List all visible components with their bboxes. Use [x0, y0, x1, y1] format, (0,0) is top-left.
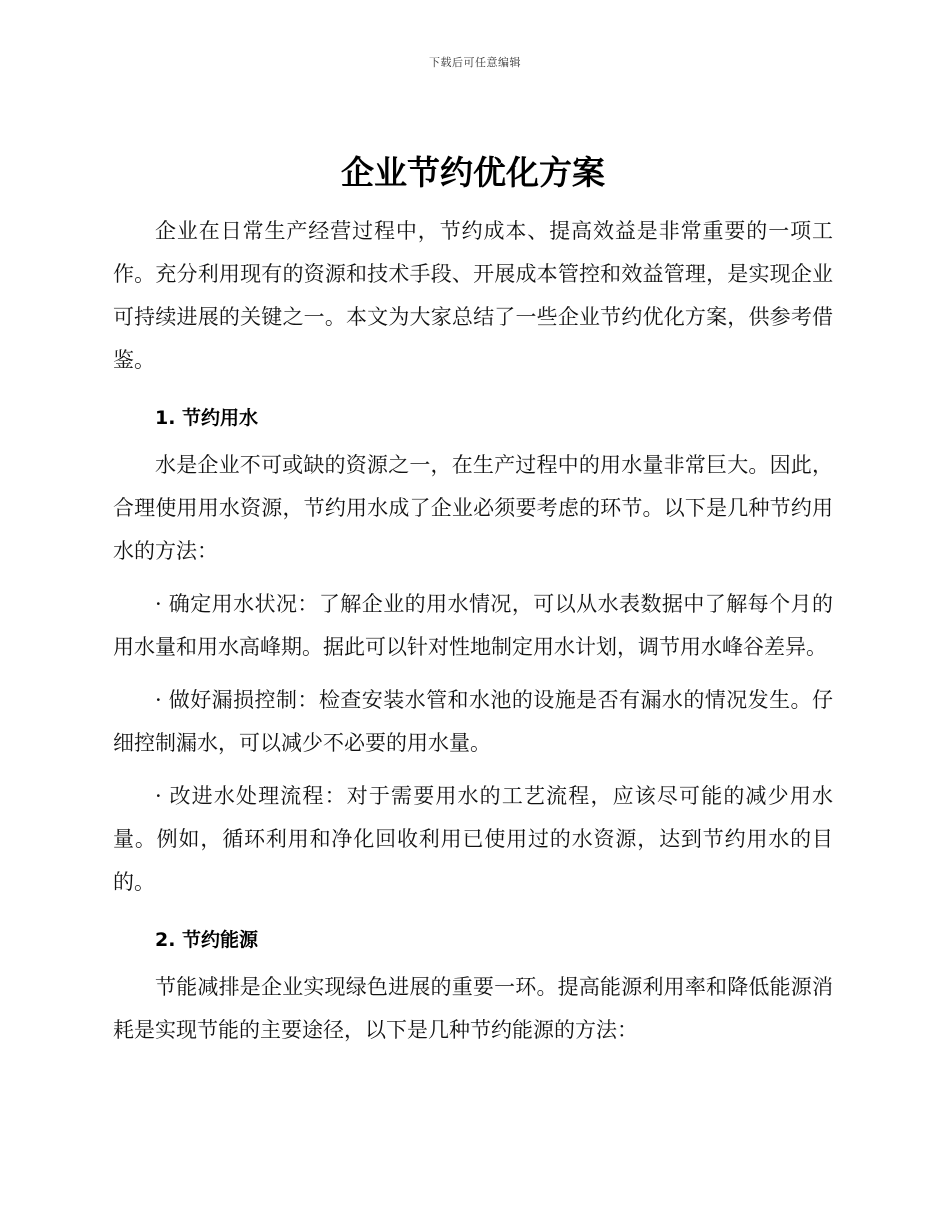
document-title: 企业节约优化方案 — [341, 153, 605, 192]
document-body — [113, 150, 833, 1052]
header-note: 下载后可任意编辑 — [429, 56, 521, 69]
section-heading-water: 1. 节约用水 — [155, 407, 259, 429]
energy-paragraph-intro: 节能减排是企业实现绿色进展的重要一环。提高能源利用率和降低能源消耗是实现节能的主要途径，以下是几种节约能源的方法： — [113, 975, 833, 1042]
intro-paragraph: 企业在日常生产经营过程中，节约成本、提高效益是非常重要的一项工作。充分利用现有的资源和技术手段、开展成本管控和效益管理，是实现企业可持续进展的关键之一。本文为大家总结了一些企业节约优化方案，供参考借鉴。 — [113, 219, 833, 372]
water-bullet-usage: · 确定用水状况：了解企业的用水情况，可以从水表数据中了解每个月的用水量和用水高峰期。据此可以针对性地制定用水计划，调节用水峰谷差异。 — [113, 592, 833, 659]
water-bullet-leak: · 做好漏损控制：检查安装水管和水池的设施是否有漏水的情况发生。仔细控制漏水，可以减少不必要的用水量。 — [113, 688, 833, 755]
water-bullet-process: · 改进水处理流程：对于需要用水的工艺流程，应该尽可能的减少用水量。例如，循环利用和净化回收利用已使用过的水资源，达到节约用水的目的。 — [113, 784, 833, 894]
section-heading-energy: 2. 节约能源 — [155, 929, 259, 951]
water-paragraph-intro: 水是企业不可或缺的资源之一，在生产过程中的用水量非常巨大。因此，合理使用用水资源，节约用水成了企业必须要考虑的环节。以下是几种节约用水的方法： — [113, 453, 833, 563]
